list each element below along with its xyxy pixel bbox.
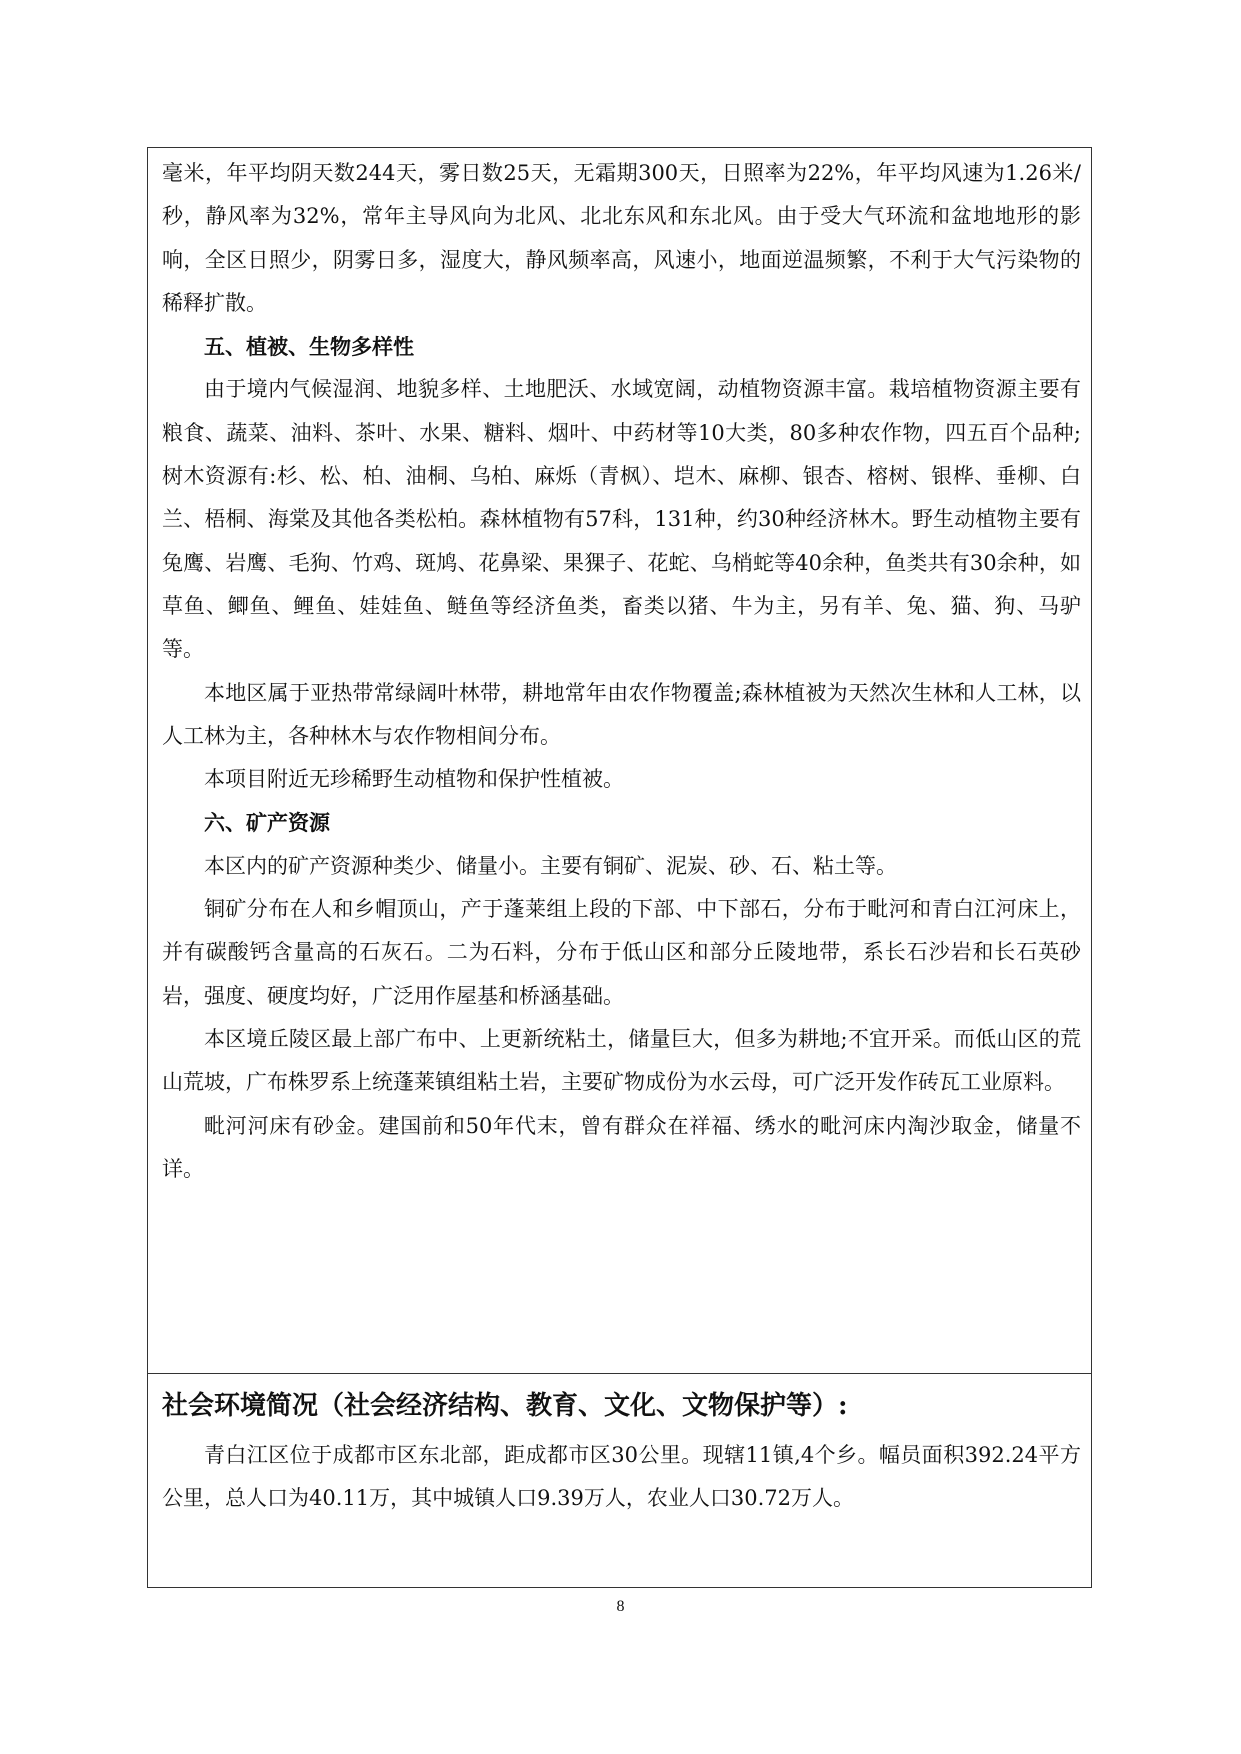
minerals-paragraph: 铜矿分布在人和乡帽顶山，产于蓬莱组上段的下部、中下部石，分布于毗河和青白江河床上，并有碳酸钙含量高的石灰石。二为石料，分布于低山区和部分丘陵地带，系长石沙岩和长石英砂岩，强度、硬度均好，广泛用作屋基和桥涵基础。 (162, 897, 1081, 1008)
minerals-heading: 六、矿产资源 (204, 810, 330, 836)
social-environment-paragraph: 青白江区位于成都市区东北部，距成都市区30公里。现辖11镇,4个乡。幅员面积392.24平方公里，总人口为40.11万，其中城镇人口9.39万人，农业人口30.72万人。 (162, 1443, 1081, 1511)
vegetation-heading: 五、植被、生物多样性 (204, 334, 414, 360)
climate-paragraph: 毫米，年平均阴天数244天，雾日数25天，无霜期300天，日照率为22%，年平均风速为1.26米/秒，静风率为32%，常年主导风向为北风、北北东风和东北风。由于受大气环流和盆地地形的影响，全区日照少，阴雾日多，湿度大，静风频率高，风速小，地面逆温频繁，不利于大气污染物的稀释扩散。 (162, 161, 1081, 315)
minerals-paragraph: 本区境丘陵区最上部广布中、上更新统粘土，储量巨大，但多为耕地;不宜开采。而低山区的荒山荒坡，广布株罗系上统蓬莱镇组粘土岩，主要矿物成份为水云母，可广泛开发作砖瓦工业原料。 (162, 1026, 1081, 1095)
page-number: 8 (616, 1598, 625, 1615)
vegetation-paragraph: 由于境内气候湿润、地貌多样、土地肥沃、水域宽阔，动植物资源丰富。栽培植物资源主要有粮食、蔬菜、油料、茶叶、水果、糖料、烟叶、中药材等10大类，80多种农作物，四五百个品种;树木资源有:杉、松、柏、油桐、乌柏、麻烁（青枫）、垲木、麻柳、银杏、榕树、银桦、垂柳、白兰、梧桐、海棠及其他各类松柏。森林植物有57科，131种，约30种经济林木。野生动植物主要有兔鹰、岩鹰、毛狗、竹鸡、斑鸠、花鼻梁、果猓子、花蛇、乌梢蛇等40余种，鱼类共有30余种，如草鱼、鲫鱼、鲤鱼、娃娃鱼、鲢鱼等经济鱼类，畜类以猪、牛为主，另有羊、兔、猫、狗、马驴等。 (162, 377, 1081, 662)
social-environment-title: 社会环境简况（社会经济结构、教育、文化、文物保护等）: (162, 1391, 848, 1421)
minerals-paragraph: 本区内的矿产资源种类少、储量小。主要有铜矿、泥炭、砂、石、粘土等。 (204, 853, 897, 878)
vegetation-paragraph: 本项目附近无珍稀野生动植物和保护性植被。 (204, 767, 624, 792)
vegetation-paragraph: 本地区属于亚热带常绿阔叶林带，耕地常年由农作物覆盖;森林植被为天然次生林和人工林，以人工林为主，各种林木与农作物相间分布。 (162, 680, 1081, 748)
social-environment-section (162, 1378, 1081, 1521)
section-divider (148, 1373, 1091, 1374)
minerals-paragraph: 毗河河床有砂金。建国前和50年代末，曾有群众在祥福、绣水的毗河床内淘沙取金，储量不详。 (162, 1113, 1081, 1181)
natural-environment-section (162, 152, 1081, 1191)
content-table (147, 147, 1092, 1588)
